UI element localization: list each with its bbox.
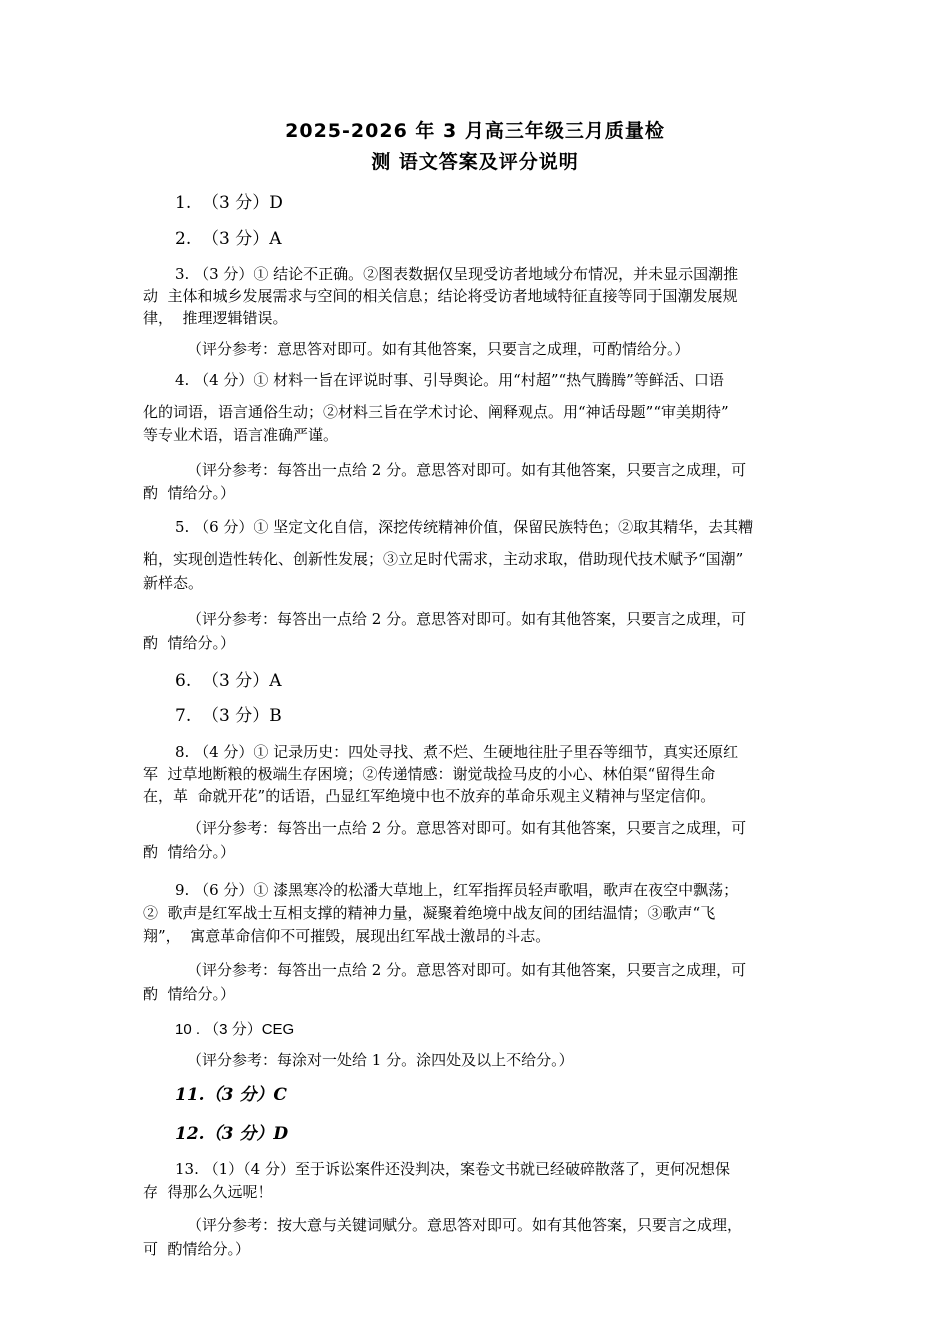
answer-line: 11.（3 分）C [175,1085,287,1105]
answer-line: 化的词语，语言通俗生动；②材料三旨在学术讨论、阐释观点。用“神话母题”“审美期待” [143,403,729,421]
answer-line: 存 得那么久远呢！ [143,1183,273,1201]
answer-line: ② 歌声是红军战士互相支撑的精神力量，凝聚着绝境中战友间的团结温情；③歌声“飞 [143,904,716,922]
scoring-note: （评分参考：每答出一点给 2 分。意思答对即可。如有其他答案，只要言之成理，可 [187,610,747,628]
scoring-note: （评分参考：每涂对一处给 1 分。涂四处及以上不给分。） [187,1051,574,1069]
scoring-note: （评分参考：每答出一点给 2 分。意思答对即可。如有其他答案，只要言之成理，可 [187,461,747,479]
answer-line: 10 . （3 分）CEG [175,1021,295,1038]
answer-line: 2. （3 分）A [175,229,282,249]
page-subtitle: 测 语文答案及评分说明 [371,151,579,173]
answer-line: 3. （3 分）① 结论不正确。②图表数据仅呈现受访者地域分布情况，并未显示国潮推 [175,265,739,283]
answer-line: 等专业术语，语言准确严谨。 [143,426,339,444]
scoring-note: （评分参考：每答出一点给 2 分。意思答对即可。如有其他答案，只要言之成理，可 [187,819,747,837]
answer-line: 8. （4 分）① 记录历史：四处寻找、煮不烂、生硬地往肚子里吞等细节，真实还原红 [175,743,739,761]
answer-line: 翔”， 寓意革命信仰不可摧毁，展现出红军战士激昂的斗志。 [143,927,551,945]
answer-line: 9. （6 分）① 漆黑寒冷的松潘大草地上，红军指挥员轻声歌唱，歌声在夜空中飘荡； [175,881,739,899]
answer-line: 粕，实现创造性转化、创新性发展；③立足时代需求，主动求取，借助现代技术赋予“国潮” [143,550,744,568]
scoring-note: （评分参考：按大意与关键词赋分。意思答对即可。如有其他答案，只要言之成理， [187,1216,743,1234]
scoring-note: （评分参考：每答出一点给 2 分。意思答对即可。如有其他答案，只要言之成理，可 [187,961,747,979]
answer-line: 6. （3 分）A [175,671,282,691]
answer-line: 律， 推理逻辑错误。 [143,309,288,327]
answer-line: 新样态。 [143,574,204,592]
scoring-note: 可 酌情给分。） [143,1240,251,1258]
answer-line: 7. （3 分）B [175,706,282,726]
answer-line: 在，革 命就开花”的话语，凸显红军绝境中也不放弃的革命乐观主义精神与坚定信仰。 [143,787,716,805]
answer-line: 13. （1）（4 分）至于诉讼案件还没判决，案卷文书就已经破碎散落了，更何况想保 [175,1160,730,1178]
scoring-note: 酌 情给分。） [143,634,236,652]
scoring-note: 酌 情给分。） [143,484,236,502]
answer-line: 军 过草地断粮的极端生存困境；②传递情感：谢觉哉捡马皮的小心、林伯渠“留得生命 [143,765,716,783]
scoring-note: （评分参考：意思答对即可。如有其他答案，只要言之成理，可酌情给分。） [187,340,690,358]
answer-line: 动 主体和城乡发展需求与空间的相关信息；结论将受访者地域特征直接等同于国潮发展规 [143,287,738,305]
answer-line: 5. （6 分）① 坚定文化自信，深挖传统精神价值，保留民族特色；②取其精华，去其糟 [175,518,754,536]
page-title: 2025-2026 年 3 月高三年级三月质量检 [285,120,665,142]
answer-line: 12.（3 分）D [175,1124,289,1144]
answer-line: 4. （4 分）① 材料一旨在评说时事、引导舆论。用“村超”“热气腾腾”等鲜活、口语 [175,371,724,389]
scoring-note: 酌 情给分。） [143,985,236,1003]
answer-line: 1. （3 分）D [175,193,283,213]
scoring-note: 酌 情给分。） [143,843,236,861]
